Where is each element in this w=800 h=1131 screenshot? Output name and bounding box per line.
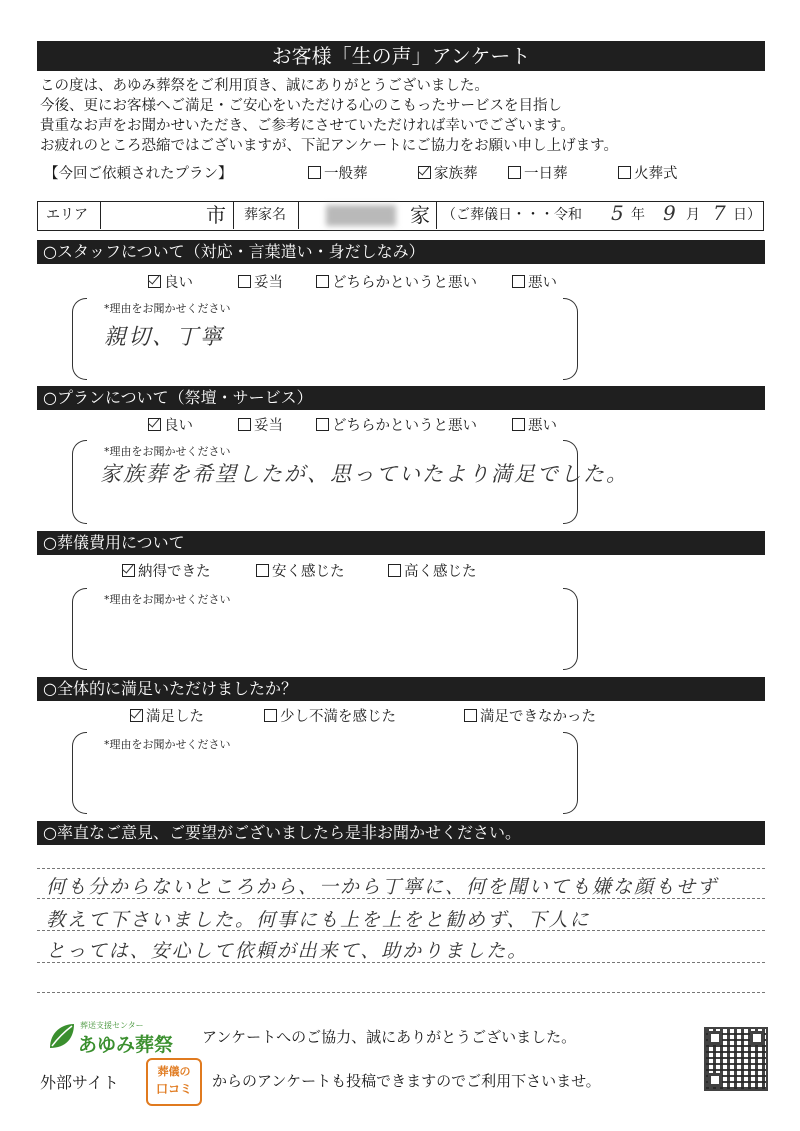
staff-option-good[interactable] [148,273,193,293]
checkbox-checked-icon [130,709,143,722]
plan-eval-option-good[interactable] [148,416,193,436]
intro-line-4: お疲れのところ恐縮ではございますが、下記アンケートにご協力をお願い申し上げます。 [40,138,618,154]
cost-option-expensive[interactable] [388,562,477,582]
leaf-icon [44,1020,78,1054]
family-label: 葬家名 [244,207,286,223]
checkbox-icon [256,564,269,577]
section-cost-heading: ○葬儀費用について [37,531,765,555]
plan-answer: 家族葬を希望したが、思っていたより満足でした。 [100,462,629,486]
checkbox-icon [316,418,329,431]
overall-option-unsatisfied[interactable] [464,707,596,727]
checkbox-checked-icon [148,275,161,288]
intro-line-1: この度は、あゆみ葬祭をご利用頂き、誠にありがとうございました。 [40,78,489,94]
checkbox-icon [238,275,251,288]
brand-name: あゆみ葬祭 [78,1034,174,1056]
cost-option-cheap[interactable] [256,562,345,582]
info-table [37,201,764,231]
option-label: 家族葬 [434,166,478,182]
staff-option-fair[interactable] [238,273,283,293]
intro-line-3: 貴重なお声をお聞かせいただき、ご参考にさせていただければ幸いでございます。 [40,118,575,134]
month-unit: 月 [686,207,700,223]
cost-reason-hint: *理由をお聞かせください [104,593,231,606]
option-label: 一般葬 [324,166,368,182]
staff-answer: 親切、丁寧 [104,325,225,350]
area-suffix: 市 [206,203,226,227]
section-overall-heading: ○全体的に満足いただけましたか？ [37,677,765,701]
checkbox-icon [618,166,631,179]
checkbox-checked-icon [122,564,135,577]
brand-logo [44,1018,184,1058]
plan-option-cremation[interactable] [618,164,678,184]
section-staff-heading: ○スタッフについて（対応・言葉遣い・身だしなみ） [37,240,765,264]
thanks-text: アンケートへのご協力、誠にありがとうございました。 [202,1028,577,1046]
cost-option-satisfied[interactable] [122,562,211,582]
section-plan-heading: ○プランについて（祭壇・サービス） [37,386,765,410]
opinion-line-1: 何も分からないところから、一から丁寧に、何を聞いても嫌な顔もせず [46,876,719,898]
staff-reason-hint: *理由をお聞かせください [104,302,231,315]
date-day: 7 [713,201,728,225]
option-label: どちらかというと悪い [332,275,477,291]
option-label: 悪い [528,418,557,434]
overall-reason-hint: *理由をお聞かせください [104,738,231,751]
posting-text: からのアンケートも投稿できますのでご利用下さいませ。 [212,1072,601,1090]
opinion-line-3: とっては、安心して依頼が出来て、助かりました。 [46,940,529,962]
checkbox-icon [464,709,477,722]
overall-option-satisfied[interactable] [130,707,204,727]
plan-eval-option-somewhat-bad[interactable] [316,416,477,436]
option-label: 満足できなかった [480,709,596,725]
option-label: 良い [164,418,193,434]
badge-line-1: 葬儀の [157,1065,191,1078]
date-month: 9 [663,201,678,225]
option-label: 悪い [528,275,557,291]
staff-option-somewhat-bad[interactable] [316,273,477,293]
opinion-line-2: 教えて下さいました。何事にも上を上をと勧めず、下人に [46,909,591,931]
option-label: 安く感じた [272,564,345,580]
checkbox-icon [238,418,251,431]
plan-label: 【今回ご依頼されたプラン】 [44,166,233,182]
intro-line-2: 今後、更にお客様へご満足・ご安心をいただける心のこもったサービスを目指し [40,98,562,114]
external-site-label: 外部サイト [40,1073,119,1092]
option-label: 納得できた [138,564,211,580]
checkbox-icon [512,275,525,288]
year-unit: 年 [631,207,645,223]
plan-option-oneday[interactable] [508,164,568,184]
badge-line-2: 口コミ [155,1082,192,1096]
option-label: 火葬式 [634,166,678,182]
date-year: 5 [611,201,626,225]
checkbox-icon [508,166,521,179]
plan-option-family[interactable] [418,164,478,184]
plan-reason-hint: *理由をお聞かせください [104,445,231,458]
option-label: 良い [164,275,193,291]
page-title: お客様「生の声」アンケート [37,41,765,71]
overall-option-slightly-unsatisfied[interactable] [264,707,396,727]
brand-small: 葬送支援センター [80,1021,144,1030]
plan-eval-option-bad[interactable] [512,416,557,436]
option-label: 少し不満を感じた [280,709,396,725]
checkbox-icon [264,709,277,722]
option-label: 一日葬 [524,166,568,182]
redacted-family-name [326,205,396,226]
plan-option-general[interactable] [308,164,368,184]
staff-option-bad[interactable] [512,273,557,293]
kuchikomi-badge[interactable] [146,1058,202,1106]
section-opinion-heading: ○率直なご意見、ご要望がございましたら是非お聞かせください。 [37,821,765,845]
area-label: エリア [46,207,88,223]
date-label: （ご葬儀日・・・令和 [442,207,582,223]
option-label: 妥当 [254,275,283,291]
checkbox-checked-icon [148,418,161,431]
qr-code[interactable] [704,1027,768,1091]
option-label: どちらかというと悪い [332,418,477,434]
checkbox-icon [388,564,401,577]
option-label: 妥当 [254,418,283,434]
plan-eval-option-fair[interactable] [238,416,283,436]
checkbox-icon [308,166,321,179]
family-suffix: 家 [410,203,430,227]
option-label: 満足した [146,709,204,725]
checkbox-icon [512,418,525,431]
checkbox-checked-icon [418,166,431,179]
option-label: 高く感じた [404,564,477,580]
checkbox-icon [316,275,329,288]
day-unit: 日） [733,207,761,223]
